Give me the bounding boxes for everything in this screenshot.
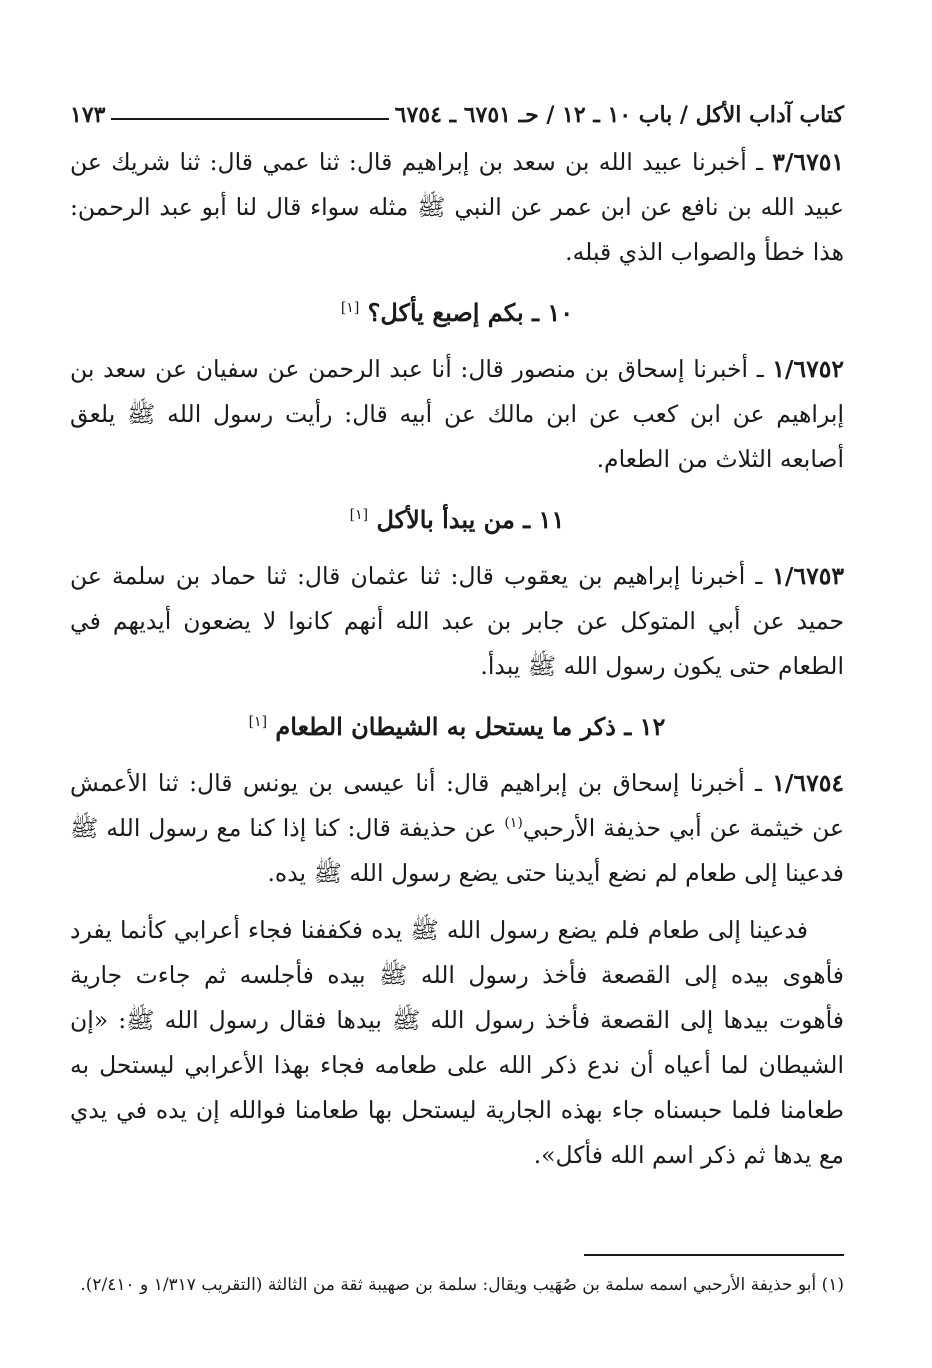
footnote-ref: (١) bbox=[504, 815, 523, 832]
header-title: كتاب آداب الأكل / باب ١٠ ـ ١٢ / حـ ٦٧٥١ ـ ٦٧٥٤ bbox=[394, 102, 844, 128]
footnote: (١) أبو حذيفة الأرحبي اسمه سلمة بن صُهَيب ويقال: سلمة بن صهيبة ثقة من الثالثة (التقريب ١/٣١٧ و ٢/٤١٠). bbox=[80, 1275, 844, 1295]
chapter-heading-10 bbox=[70, 293, 844, 333]
hadith-6754-continuation: فدعينا إلى طعام فلم يضع رسول الله ﷺ يده فكففنا فجاء أعرابي كأنما يفرد فأهوى بيده إلى القصعة فأخذ رسول الله ﷺ بيده فأجلسه ثم جاءت جارية فأهوت بيدها إلى القصعة فأخذ رسول الله ﷺ بيدها فقال رسول الله ﷺ: «إن الشيطان لما أعياه أن ندع ذكر الله على طعامه فجاء بهذا الأعرابي ليستحل به طعامنا فلما حبسناه جاء بهذه الجارية ليستحل بها طعامنا فوالله إن يده في يدي مع يدها ثم ذكر اسم الله فأكل». bbox=[70, 916, 844, 1169]
hadith-6751 bbox=[70, 140, 844, 275]
hadith-text: ـ أخبرنا إسحاق بن منصور قال: أنا عبد الرحمن عن سفيان عن سعد بن إبراهيم عن ابن كعب عن ابن مالك عن أبيه قال: رأيت رسول الله ﷺ يلعق أصابعه الثلاث من الطعام. bbox=[70, 355, 844, 473]
footnote-rule bbox=[584, 1254, 844, 1256]
running-header bbox=[70, 92, 844, 128]
hadith-6752 bbox=[70, 347, 844, 482]
main-text bbox=[70, 140, 844, 1178]
hadith-text-part-1: ـ أخبرنا إسحاق بن إبراهيم قال: أنا عيسى بن يونس قال: ثنا الأعمش عن خيثمة عن أبي حذيفة الأرحبي bbox=[70, 769, 844, 842]
hadith-number: ١/٦٧٥٣ bbox=[772, 562, 844, 590]
hadith-text: ـ أخبرنا عبيد الله بن سعد بن إبراهيم قال: ثنا عمي قال: ثنا شريك عن عبيد الله بن نافع عن ابن عمر عن النبي ﷺ مثله سواء قال لنا أبو عبد الرحمن: هذا خطأ والصواب الذي قبله. bbox=[70, 148, 844, 266]
chapter-title: ١٢ ـ ذكر ما يستحل به الشيطان الطعام bbox=[275, 712, 666, 741]
chapter-heading-11 bbox=[70, 500, 844, 540]
hadith-6754 bbox=[70, 761, 844, 896]
hadith-number: ١/٦٧٥٤ bbox=[772, 769, 844, 797]
header-rule bbox=[111, 118, 388, 120]
chapter-note-ref: [١] bbox=[248, 714, 268, 730]
hadith-6753 bbox=[70, 554, 844, 689]
hadith-number: ١/٦٧٥٢ bbox=[772, 355, 844, 383]
hadith-number: ٣/٦٧٥١ bbox=[772, 148, 844, 176]
page bbox=[70, 0, 844, 1368]
chapter-note-ref: [١] bbox=[349, 507, 369, 523]
chapter-note-ref: [١] bbox=[340, 300, 360, 316]
hadith-text: ـ أخبرنا إبراهيم بن يعقوب قال: ثنا عثمان قال: ثنا حماد بن سلمة عن حميد عن أبي المتوكل عن جابر بن عبد الله أنهم كانوا لا يضعون أيديهم في الطعام حتى يكون رسول الله ﷺ يبدأ. bbox=[70, 562, 844, 680]
chapter-title: ١١ ـ من يبدأ بالأكل bbox=[376, 505, 565, 534]
chapter-title: ١٠ ـ بكم إصبع يأكل؟ bbox=[367, 298, 574, 327]
chapter-heading-12 bbox=[70, 707, 844, 747]
hadith-text-part-2: عن حذيفة قال: كنا إذا كنا مع رسول الله ﷺ فدعينا إلى طعام لم نضع أيدينا حتى يضع رسول الله ﷺ يده. bbox=[70, 814, 844, 887]
page-number: ١٧٣ bbox=[70, 102, 106, 128]
